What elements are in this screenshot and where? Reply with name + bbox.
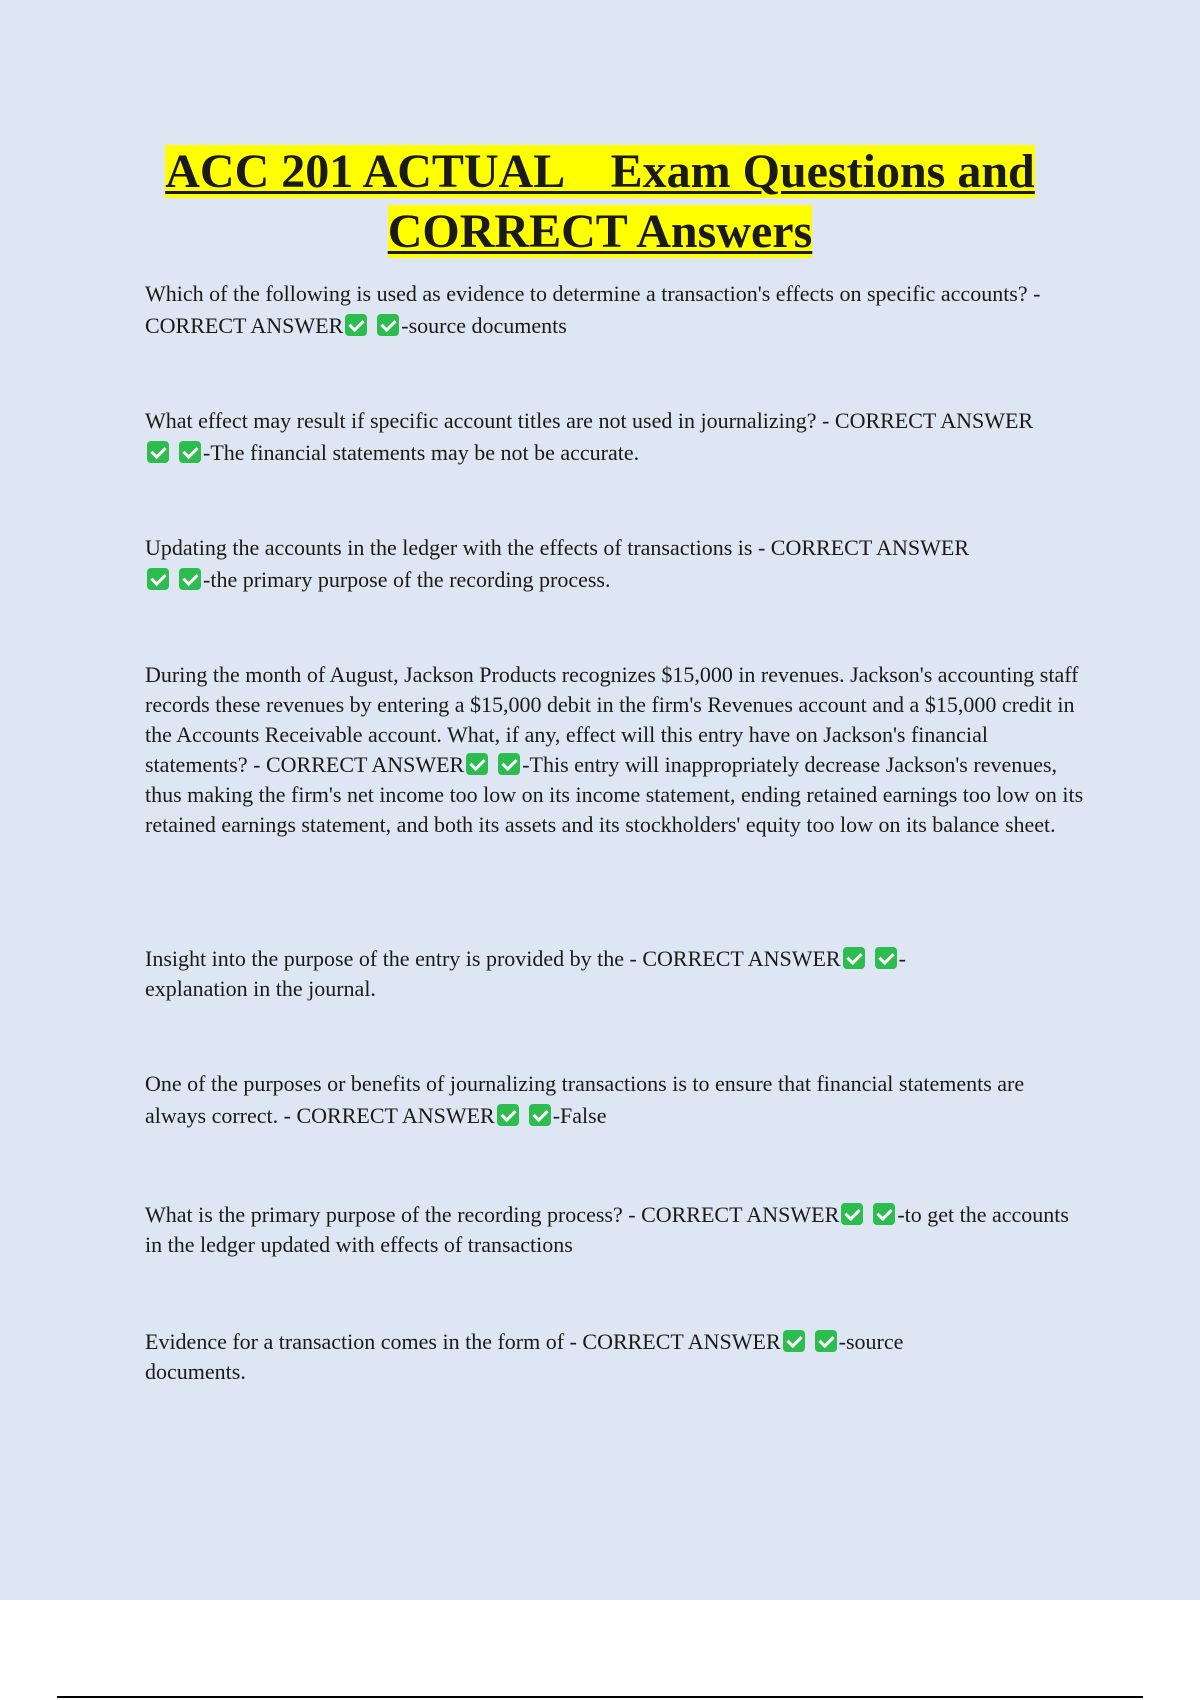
page-title — [100, 142, 1100, 262]
answer-text: -to get the accounts in the ledger updated with effects of transactions — [145, 1202, 1069, 1257]
check-mark-icon — [179, 568, 201, 590]
answer-marker: CORRECT ANSWER — [642, 946, 841, 971]
check-mark-icon — [498, 753, 520, 775]
question-text: Which of the following is used as evidence to determine a transaction's effects on specific accounts? - — [145, 281, 1041, 306]
check-mark-icon — [466, 753, 488, 775]
question-text: One of the purposes or benefits of journalizing transactions is to ensure that financial statements are always correct. - — [145, 1071, 1025, 1128]
answer-text: -This entry will inappropriately decrease Jackson's revenues, thus making the firm's net income too low on its income statement, ending retained earnings too low on its retained earnings statement, and both its assets and its stockholders' equity too low on its balance sheet. — [145, 752, 1084, 837]
check-mark-icon — [377, 314, 399, 336]
question-text: During the month of August, Jackson Products recognizes $15,000 in revenues. Jackson's accounting staff records these revenues by entering a $15,000 debit in the firm's Revenues account and a $15,000 credit in the Accounts Receivable account. What, if any, effect will this entry have on Jackson's financial statements? - — [145, 662, 1079, 777]
answer-text: -the primary purpose of the recording process. — [203, 567, 611, 592]
title-line-1: ACC 201 ACTUAL Exam Questions and — [165, 145, 1035, 198]
qa-item — [145, 278, 1045, 342]
check-mark-icon — [147, 568, 169, 590]
question-text: Updating the accounts in the ledger with the effects of transactions is - — [145, 535, 771, 560]
answer-marker: CORRECT ANSWER — [641, 1202, 840, 1227]
check-mark-icon — [875, 947, 897, 969]
answer-text: -explanation in the journal. — [145, 946, 906, 1001]
answer-marker: CORRECT ANSWER — [296, 1103, 495, 1128]
answer-text: -source documents — [401, 313, 567, 338]
question-text: What is the primary purpose of the recording process? - — [145, 1202, 642, 1227]
check-mark-icon — [783, 1330, 805, 1352]
qa-item — [145, 1068, 1085, 1132]
answer-marker: CORRECT ANSWER — [582, 1329, 781, 1354]
qa-item — [145, 1200, 1085, 1260]
answer-text: -source documents. — [145, 1329, 904, 1384]
check-mark-icon — [147, 441, 169, 463]
check-mark-icon — [529, 1104, 551, 1126]
qa-item — [145, 660, 1085, 840]
answer-text: -False — [552, 1103, 607, 1128]
question-text: What effect may result if specific account titles are not used in journalizing? - — [145, 408, 835, 433]
title-line-2: CORRECT Answers — [387, 205, 813, 258]
qa-item — [145, 405, 1045, 469]
check-mark-icon — [179, 441, 201, 463]
qa-item — [145, 1327, 1005, 1387]
qa-item — [145, 532, 985, 596]
answer-marker: CORRECT ANSWER — [265, 752, 465, 777]
answer-marker: CORRECT ANSWER — [834, 408, 1034, 433]
qa-item — [145, 944, 1005, 1004]
check-mark-icon — [873, 1203, 895, 1225]
answer-marker: CORRECT ANSWER — [145, 313, 344, 338]
check-mark-icon — [843, 947, 865, 969]
check-mark-icon — [497, 1104, 519, 1126]
check-mark-icon — [815, 1330, 837, 1352]
question-text: Evidence for a transaction comes in the form of - — [145, 1329, 583, 1354]
question-text: Insight into the purpose of the entry is provided by the - — [145, 946, 643, 971]
check-mark-icon — [841, 1203, 863, 1225]
check-mark-icon — [345, 314, 367, 336]
answer-text: -The financial statements may be not be accurate. — [203, 440, 640, 465]
answer-marker: CORRECT ANSWER — [770, 535, 970, 560]
footer-divider — [57, 1696, 1143, 1698]
